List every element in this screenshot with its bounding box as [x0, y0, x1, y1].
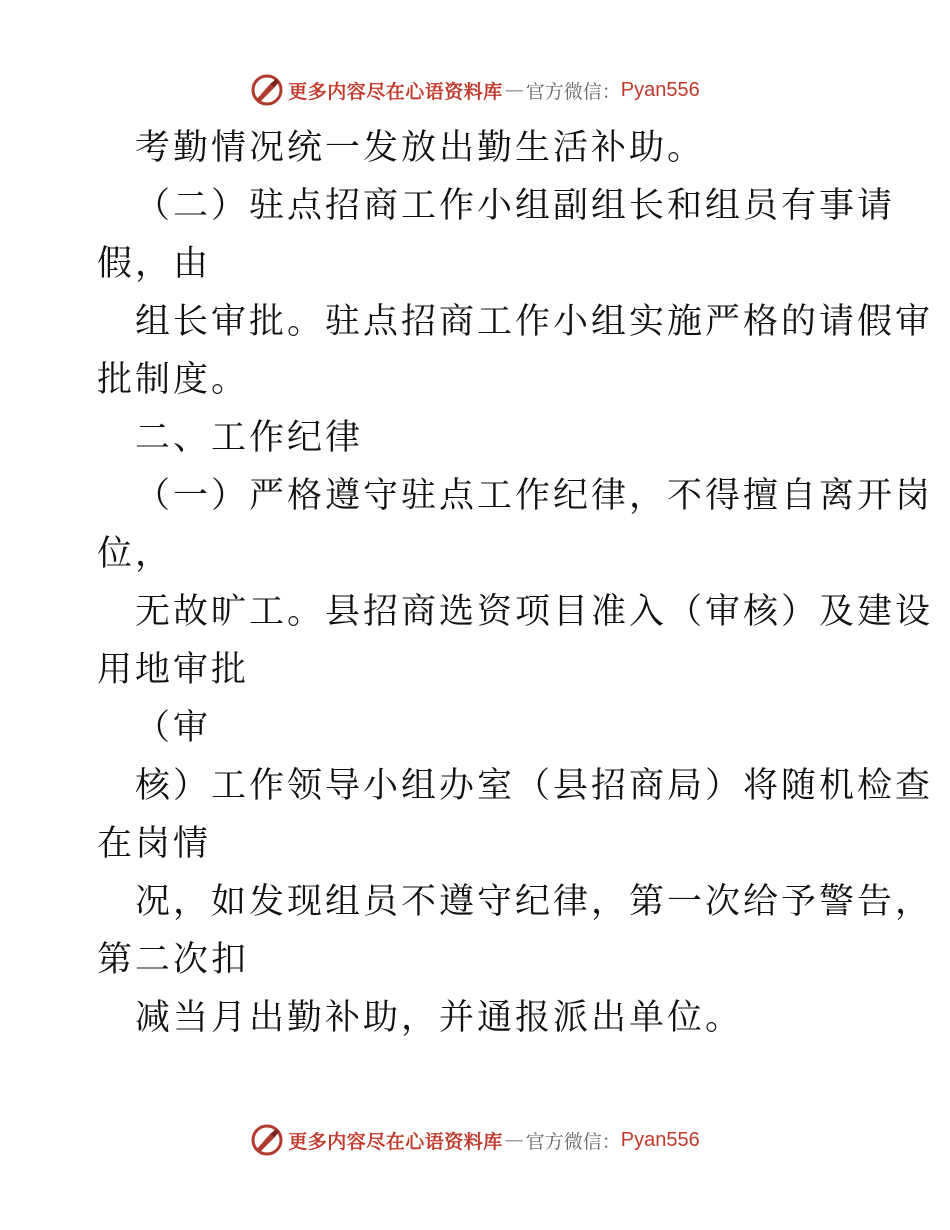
watermark-separator: —: [504, 79, 524, 101]
body-line: （二）驻点招商工作小组副组长和组员有事请: [135, 186, 896, 226]
header-watermark: [0, 70, 950, 110]
body-line: 组长审批。驻点招商工作小组实施严格的请假审: [135, 302, 934, 342]
watermark-wechat-label: 官方微信：: [525, 80, 621, 103]
body-line: 核）工作领导小组办室（县招商局）将随机检查: [135, 766, 934, 806]
body-line: 批制度。: [97, 360, 250, 400]
body-line: （一）严格遵守驻点工作纪律，不得擅自离开岗: [135, 476, 934, 516]
watermark-wechat-id: Pyan556: [620, 78, 700, 101]
body-line: 第二次扣: [97, 940, 250, 980]
body-line: 用地审批: [97, 650, 250, 690]
watermark-separator: —: [504, 1129, 524, 1151]
watermark-site-text: 更多内容尽在心语资料库: [288, 1130, 503, 1153]
body-line: 考勤情况统一发放出勤生活补助。: [135, 128, 706, 168]
body-line: 无故旷工。县招商选资项目准入（审核）及建设: [135, 592, 934, 632]
footer-watermark: [0, 1120, 950, 1160]
body-line: 减当月出勤补助，并通报派出单位。: [135, 998, 744, 1038]
watermark-site-text: 更多内容尽在心语资料库: [288, 80, 503, 103]
body-line: 假，由: [97, 244, 212, 284]
section-heading: 二、工作纪律: [135, 418, 364, 458]
body-line: （审: [135, 708, 212, 748]
body-line: 在岗情: [97, 824, 212, 864]
body-line: 位，: [97, 534, 174, 574]
body-line: 况，如发现组员不遵守纪律，第一次给予警告，: [135, 882, 934, 922]
pen-logo-icon: [250, 1123, 284, 1157]
watermark-wechat-label: 官方微信：: [525, 1130, 621, 1153]
pen-logo-icon: [250, 73, 284, 107]
watermark-wechat-id: Pyan556: [620, 1128, 700, 1151]
